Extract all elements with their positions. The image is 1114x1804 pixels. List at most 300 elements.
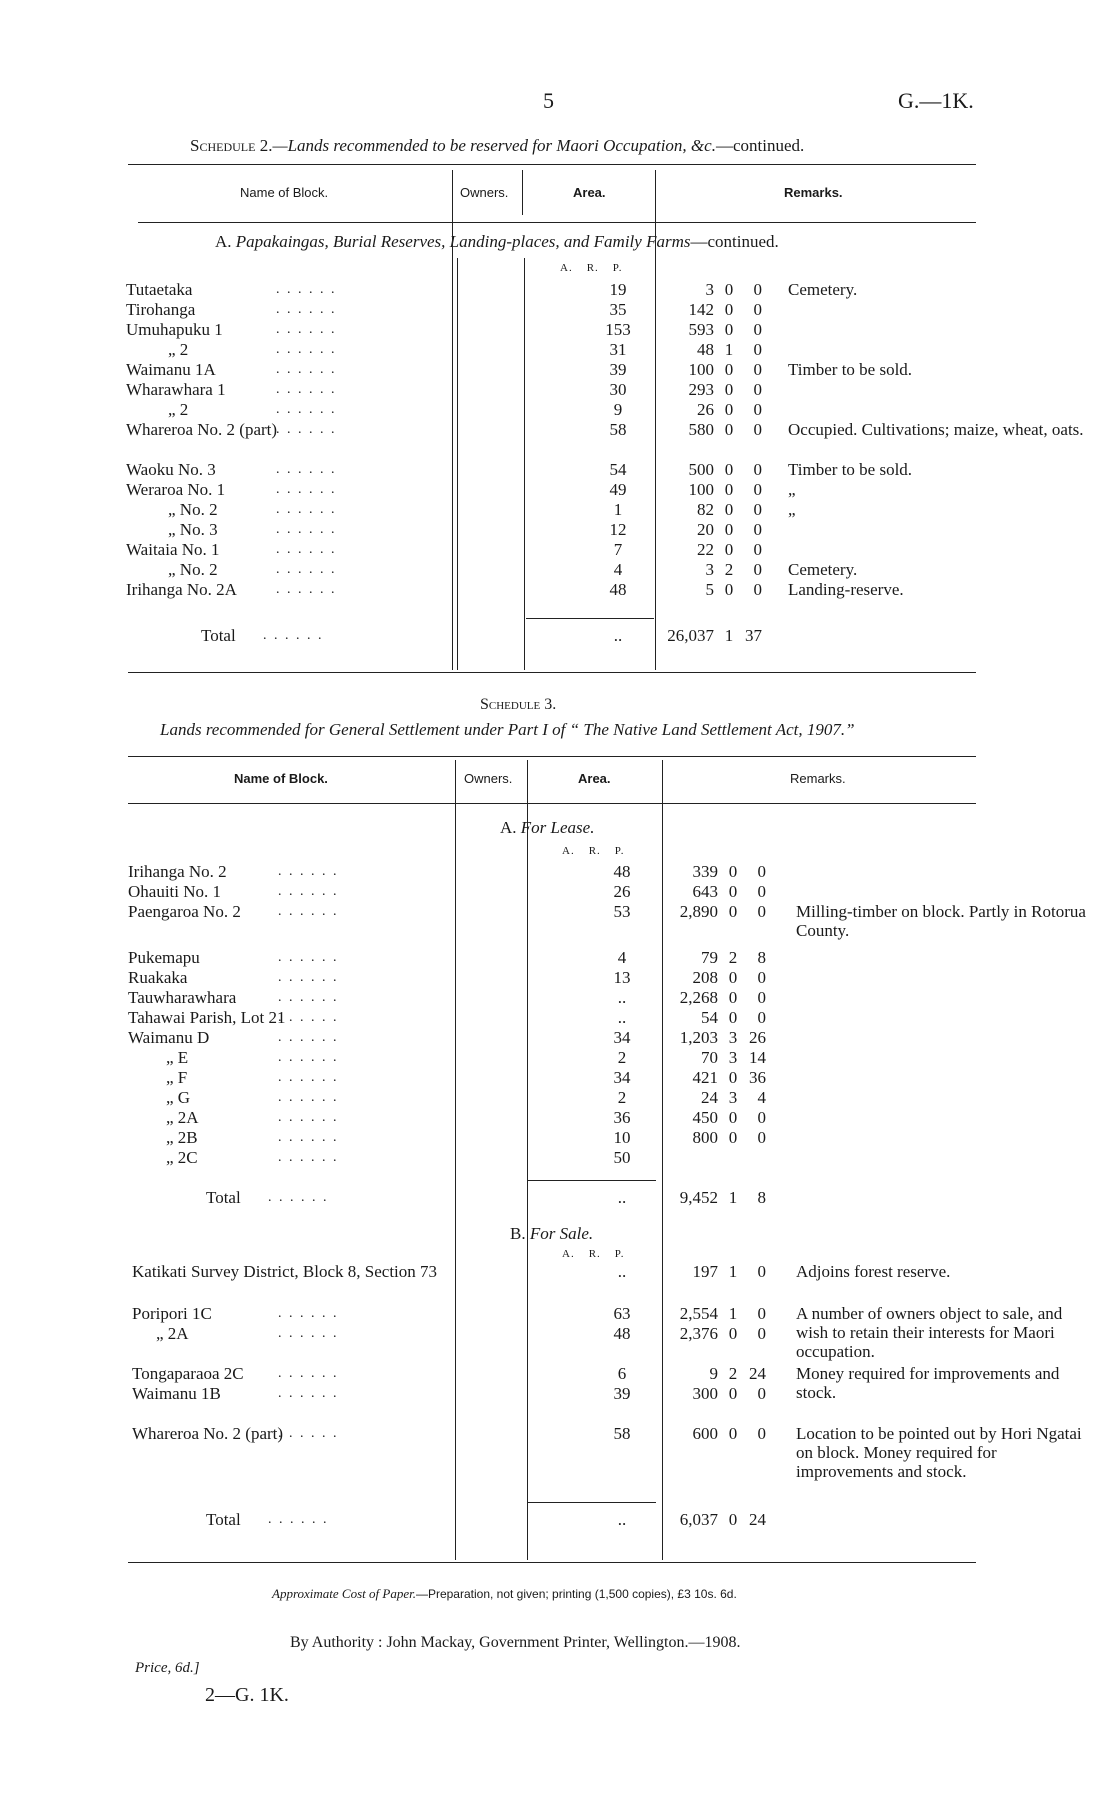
block-name: Ruakaka — [128, 968, 188, 987]
leader-dots: . . . . . . — [278, 864, 339, 879]
total-label: Total — [201, 626, 236, 645]
schedule-3-top-rule — [128, 756, 976, 757]
remarks: Cemetery. — [788, 560, 858, 579]
arp-a: A. — [562, 845, 575, 857]
area-acres: 82 — [697, 500, 714, 519]
owners-count: 63 — [613, 1304, 631, 1323]
area-roods: 2 — [724, 560, 734, 579]
area-acres: 208 — [692, 968, 718, 987]
total-roods: 1 — [724, 626, 734, 645]
total-roods: 0 — [728, 1510, 738, 1529]
area-roods: 1 — [728, 1304, 738, 1323]
owners-count: 39 — [613, 1384, 631, 1403]
arp-a: A. — [562, 1248, 575, 1260]
owners-count: .. — [617, 988, 627, 1007]
table-row — [126, 560, 1000, 580]
area-roods: 0 — [724, 480, 734, 499]
area-roods: 0 — [728, 968, 738, 987]
owners-count: 2 — [617, 1048, 627, 1067]
area-perches: 0 — [757, 1108, 766, 1127]
area-roods: 0 — [728, 1324, 738, 1343]
authority-line: By Authority : John Mackay, Government Printer, Wellington.—1908. — [290, 1634, 741, 1651]
area-perches: 0 — [757, 902, 766, 921]
area-roods: 0 — [724, 300, 734, 319]
leader-dots: . . . . . . — [263, 628, 324, 643]
area-perches: 8 — [757, 948, 766, 967]
area-perches: 0 — [753, 540, 762, 559]
area-roods: 0 — [724, 580, 734, 599]
block-name: Waoku No. 3 — [126, 460, 216, 479]
table-row — [128, 882, 1000, 902]
area-roods: 0 — [728, 862, 738, 881]
area-perches: 0 — [757, 1384, 766, 1403]
table-row — [128, 1068, 1000, 1088]
area-acres: 450 — [692, 1108, 718, 1127]
total-perches: 37 — [745, 626, 762, 645]
table-row — [128, 1128, 1000, 1148]
table-row — [126, 500, 1000, 520]
block-name: Tirohanga — [126, 300, 196, 319]
area-acres: 600 — [692, 1424, 718, 1443]
total-owners: .. — [613, 626, 623, 645]
block-name: Weraroa No. 1 — [126, 480, 226, 499]
leader-dots: . . . . . . — [276, 462, 337, 477]
area-perches: 0 — [753, 580, 762, 599]
remarks: A number of owners object to sale, and wish to retain their interests for Maori occupation. — [796, 1304, 1063, 1361]
owners-count: 53 — [613, 902, 631, 921]
owners-count: 6 — [617, 1364, 627, 1383]
document-reference: G.—1K. — [898, 88, 974, 113]
arp-a: A. — [560, 262, 573, 274]
table-row — [128, 902, 1086, 940]
column-rule — [522, 170, 523, 215]
remarks: Landing-reserve. — [788, 580, 904, 599]
owners-count: 7 — [613, 540, 623, 559]
leader-dots: . . . . . . — [276, 482, 337, 497]
block-name: „ 2 — [168, 400, 189, 419]
arp-p: P. — [614, 845, 625, 857]
arp-r: R. — [586, 262, 599, 274]
area-roods: 0 — [724, 320, 734, 339]
s2-col-name: Name of Block. — [240, 185, 329, 200]
area-roods: 0 — [728, 1384, 738, 1403]
page-number: 5 — [543, 88, 554, 113]
block-name: Waimanu 1B — [132, 1384, 221, 1403]
area-acres: 22 — [697, 540, 714, 559]
area-acres: 643 — [692, 882, 718, 901]
total-owners: .. — [617, 1510, 627, 1529]
area-perches: 0 — [753, 320, 762, 339]
table-row — [128, 1108, 1000, 1128]
owners-count: 58 — [613, 1424, 631, 1443]
block-name: „ 2C — [166, 1148, 198, 1167]
area-roods: 0 — [728, 1108, 738, 1127]
owners-count: .. — [617, 1008, 627, 1027]
remarks: Timber to be sold. — [788, 460, 913, 479]
area-acres: 593 — [688, 320, 714, 339]
area-acres: 20 — [697, 520, 714, 539]
area-acres: 800 — [692, 1128, 718, 1147]
area-perches: 0 — [753, 380, 762, 399]
owners-count: 4 — [613, 560, 623, 579]
block-name: „ F — [166, 1068, 188, 1087]
price-note: Price, 6d.] — [135, 1660, 200, 1676]
leader-dots: . . . . . . — [278, 1030, 339, 1045]
block-name: Paengaroa No. 2 — [128, 902, 241, 921]
area-roods: 0 — [724, 500, 734, 519]
table-row — [128, 862, 1000, 882]
leader-dots: . . . . . . — [276, 282, 337, 297]
area-roods: 3 — [728, 1088, 738, 1107]
area-perches: 4 — [757, 1088, 766, 1107]
area-perches: 0 — [753, 300, 762, 319]
block-name: Irihanga No. 2 — [128, 862, 227, 881]
area-acres: 142 — [688, 300, 714, 319]
block-name: Katikati Survey District, Block 8, Section 73 — [132, 1262, 438, 1281]
table-row — [128, 1324, 1000, 1344]
remarks: „ — [788, 500, 796, 519]
arp-p: P. — [614, 1248, 625, 1260]
block-name: „ 2A — [166, 1108, 199, 1127]
leader-dots: . . . . . . — [278, 1386, 339, 1401]
schedule-3-bottom-rule — [128, 1562, 976, 1563]
owners-count: 48 — [613, 1324, 631, 1343]
owners-count: 153 — [605, 320, 631, 339]
area-acres: 339 — [692, 862, 718, 881]
s3-col-area: Area. — [578, 771, 611, 786]
table-row — [126, 520, 1000, 540]
leader-dots: . . . . . . — [278, 1070, 339, 1085]
table-row — [128, 1424, 1082, 1481]
table-row — [126, 540, 1000, 560]
total-row — [126, 626, 1000, 646]
table-row — [126, 400, 1000, 420]
arp-r: R. — [588, 1248, 601, 1260]
area-roods: 2 — [728, 948, 738, 967]
area-acres: 2,890 — [679, 902, 718, 921]
area-roods: 0 — [724, 400, 734, 419]
s3-col-owners: Owners. — [464, 771, 513, 786]
area-roods: 0 — [728, 902, 738, 921]
area-acres: 293 — [688, 380, 714, 399]
area-perches: 0 — [757, 988, 766, 1007]
arp-header — [562, 845, 638, 857]
leader-dots: . . . . . . — [276, 302, 337, 317]
block-name: Waimanu 1A — [126, 360, 216, 379]
area-acres: 70 — [701, 1048, 718, 1067]
area-acres: 9 — [709, 1364, 718, 1383]
area-roods: 0 — [728, 988, 738, 1007]
area-acres: 300 — [692, 1384, 718, 1403]
leader-dots: . . . . . . — [268, 1512, 329, 1527]
block-name: „ 2B — [166, 1128, 198, 1147]
block-name: Wharawhara 1 — [126, 380, 226, 399]
area-perches: 0 — [757, 968, 766, 987]
total-label: Total — [206, 1188, 241, 1207]
s2-col-remarks: Remarks. — [784, 185, 843, 200]
area-acres: 580 — [688, 420, 714, 439]
table-row — [126, 360, 1000, 380]
schedule-2-section-heading: A. Papakaingas, Burial Reserves, Landing-places, and Family Farms—continued. — [215, 232, 779, 251]
block-name: Tahawai Parish, Lot 21 — [128, 1008, 286, 1027]
area-acres: 5 — [705, 580, 714, 599]
leader-dots: . . . . . . — [276, 322, 337, 337]
leader-dots: . . . . . . — [276, 342, 337, 357]
total-label: Total — [206, 1510, 241, 1529]
s3-col-name: Name of Block. — [234, 771, 328, 786]
area-roods: 3 — [728, 1048, 738, 1067]
area-acres: 2,554 — [679, 1304, 718, 1323]
block-name: „ G — [166, 1088, 191, 1107]
block-name: „ E — [166, 1048, 189, 1067]
area-acres: 54 — [701, 1008, 718, 1027]
owners-count: 12 — [609, 520, 627, 539]
owners-count: 48 — [613, 862, 631, 881]
remarks: „ — [788, 480, 796, 499]
area-perches: 0 — [753, 340, 762, 359]
area-perches: 26 — [749, 1028, 766, 1047]
leader-dots: . . . . . . — [278, 1130, 339, 1145]
schedule-2-bottom-rule — [128, 672, 976, 673]
area-acres: 79 — [701, 948, 718, 967]
block-name: Waimanu D — [128, 1028, 210, 1047]
table-row — [126, 320, 1000, 340]
block-name: Waitaia No. 1 — [126, 540, 220, 559]
total-acres: 6,037 — [679, 1510, 718, 1529]
table-row — [126, 380, 1000, 400]
table-row — [126, 280, 1000, 300]
area-roods: 0 — [724, 420, 734, 439]
schedule-3-header-rule — [128, 803, 976, 804]
table-row — [126, 480, 1000, 500]
owners-count: 39 — [609, 360, 627, 379]
total-row — [128, 1510, 1000, 1530]
area-perches: 0 — [753, 500, 762, 519]
schedule-3-title: Schedule 3. — [480, 696, 557, 713]
owners-count: 13 — [613, 968, 631, 987]
leader-dots: . . . . . . — [276, 522, 337, 537]
area-perches: 14 — [749, 1048, 766, 1067]
area-perches: 0 — [757, 1304, 766, 1323]
leader-dots: . . . . . . — [278, 1150, 339, 1165]
block-name: Tauwharawhara — [128, 988, 237, 1007]
area-acres: 100 — [688, 360, 714, 379]
owners-count: 35 — [609, 300, 627, 319]
area-acres: 3 — [705, 560, 714, 579]
owners-count: .. — [617, 1262, 627, 1281]
total-acres: 26,037 — [667, 626, 714, 645]
leader-dots: . . . . . . — [278, 904, 339, 919]
leader-dots: . . . . . . — [278, 1306, 339, 1321]
leader-dots: . . . . . . — [276, 422, 337, 437]
leader-dots: . . . . . . — [278, 884, 339, 899]
schedule-2-header-rule — [138, 222, 976, 223]
owners-count: 26 — [613, 882, 631, 901]
area-roods: 0 — [728, 1128, 738, 1147]
total-rule — [528, 1502, 656, 1503]
block-name: Poripori 1C — [132, 1304, 212, 1323]
owners-count: 10 — [613, 1128, 631, 1147]
total-roods: 1 — [728, 1188, 738, 1207]
total-perches: 24 — [749, 1510, 766, 1529]
table-row — [126, 420, 1084, 440]
owners-count: 34 — [613, 1028, 631, 1047]
owners-count: 9 — [613, 400, 623, 419]
area-roods: 1 — [728, 1262, 738, 1281]
area-perches: 0 — [757, 1324, 766, 1343]
area-roods: 0 — [728, 1068, 738, 1087]
block-name: Tongaparaoa 2C — [132, 1364, 244, 1383]
leader-dots: . . . . . . — [278, 970, 339, 985]
area-acres: 48 — [697, 340, 714, 359]
leader-dots: . . . . . . — [278, 1366, 339, 1381]
signature-mark: 2—G. 1K. — [205, 1684, 289, 1706]
leader-dots: . . . . . . — [278, 1010, 339, 1025]
table-row — [128, 1048, 1000, 1068]
area-roods: 0 — [724, 380, 734, 399]
leader-dots: . . . . . . — [278, 1090, 339, 1105]
arp-r: R. — [588, 845, 601, 857]
leader-dots: . . . . . . — [278, 950, 339, 965]
area-acres: 1,203 — [679, 1028, 718, 1047]
area-roods: 0 — [724, 460, 734, 479]
for-lease-heading: A. For Lease. — [500, 818, 595, 837]
area-perches: 0 — [753, 420, 762, 439]
area-perches: 0 — [757, 1128, 766, 1147]
leader-dots: . . . . . . — [278, 1110, 339, 1125]
remarks: Money required for improvements and stock. — [796, 1364, 1060, 1402]
table-row — [128, 1088, 1000, 1108]
area-acres: 421 — [692, 1068, 718, 1087]
remarks: Location to be pointed out by Hori Ngatai on block. Money required for improvements and stock. — [796, 1424, 1082, 1481]
area-roods: 0 — [728, 1424, 738, 1443]
area-perches: 24 — [749, 1364, 766, 1383]
area-acres: 24 — [701, 1088, 718, 1107]
table-row — [128, 1008, 1000, 1028]
area-acres: 197 — [692, 1262, 718, 1281]
block-name: „ 2A — [156, 1324, 189, 1343]
area-roods: 0 — [724, 540, 734, 559]
leader-dots: . . . . . . — [276, 382, 337, 397]
area-perches: 0 — [753, 400, 762, 419]
block-name: „ No. 2 — [168, 560, 218, 579]
area-perches: 0 — [757, 1008, 766, 1027]
area-roods: 1 — [724, 340, 734, 359]
total-rule — [528, 1180, 656, 1181]
area-perches: 0 — [753, 560, 762, 579]
table-row — [128, 968, 1000, 988]
table-row — [126, 460, 1000, 480]
area-perches: 0 — [757, 882, 766, 901]
leader-dots: . . . . . . — [278, 1426, 339, 1441]
block-name: Pukemapu — [128, 948, 200, 967]
owners-count: 36 — [613, 1108, 631, 1127]
area-perches: 0 — [753, 480, 762, 499]
leader-dots: . . . . . . — [276, 562, 337, 577]
leader-dots: . . . . . . — [278, 1326, 339, 1341]
table-row — [128, 948, 1000, 968]
area-acres: 26 — [697, 400, 714, 419]
block-name: „ No. 2 — [168, 500, 218, 519]
area-acres: 3 — [705, 280, 714, 299]
owners-count: 4 — [617, 948, 627, 967]
block-name: „ No. 3 — [168, 520, 218, 539]
remarks: Milling-timber on block. Partly in Rotorua County. — [796, 902, 1086, 940]
area-roods: 0 — [724, 280, 734, 299]
leader-dots: . . . . . . — [278, 990, 339, 1005]
leader-dots: . . . . . . — [268, 1190, 329, 1205]
for-sale-heading: B. For Sale. — [510, 1224, 594, 1243]
leader-dots: . . . . . . — [276, 502, 337, 517]
table-row — [128, 1028, 1000, 1048]
total-rule — [526, 618, 654, 619]
owners-count: 34 — [613, 1068, 631, 1087]
owners-count: 58 — [609, 420, 627, 439]
table-row — [128, 988, 1000, 1008]
area-acres: 100 — [688, 480, 714, 499]
remarks: Cemetery. — [788, 280, 858, 299]
table-row — [126, 300, 1000, 320]
block-name: Irihanga No. 2A — [126, 580, 237, 599]
area-roods: 0 — [728, 1008, 738, 1027]
block-name: Whareroa No. 2 (part) — [126, 420, 278, 439]
area-perches: 0 — [753, 280, 762, 299]
owners-count: 1 — [613, 500, 623, 519]
total-owners: .. — [617, 1188, 627, 1207]
leader-dots: . . . . . . — [276, 542, 337, 557]
total-perches: 8 — [757, 1188, 766, 1207]
total-acres: 9,452 — [679, 1188, 718, 1207]
area-perches: 0 — [753, 360, 762, 379]
area-perches: 0 — [757, 1424, 766, 1443]
area-perches: 36 — [749, 1068, 766, 1087]
area-roods: 0 — [728, 882, 738, 901]
area-perches: 0 — [753, 520, 762, 539]
arp-p: P. — [612, 262, 623, 274]
block-name: Tutaetaka — [126, 280, 193, 299]
area-roods: 0 — [724, 520, 734, 539]
area-perches: 0 — [757, 862, 766, 881]
area-acres: 2,268 — [679, 988, 718, 1007]
area-perches: 0 — [753, 460, 762, 479]
area-acres: 500 — [688, 460, 714, 479]
owners-count: 2 — [617, 1088, 627, 1107]
area-roods: 0 — [724, 360, 734, 379]
arp-header — [560, 262, 636, 274]
table-row — [128, 1262, 1000, 1282]
total-row — [128, 1188, 1000, 1208]
schedule-2-top-rule — [128, 164, 976, 165]
s3-col-remarks: Remarks. — [790, 771, 846, 786]
area-roods: 2 — [728, 1364, 738, 1383]
table-row — [128, 1384, 1000, 1404]
leader-dots: . . . . . . — [276, 362, 337, 377]
table-row — [126, 580, 1000, 600]
s2-col-area: Area. — [573, 185, 606, 200]
area-acres: 2,376 — [679, 1324, 718, 1343]
arp-header — [562, 1248, 638, 1260]
block-name: Ohauiti No. 1 — [128, 882, 222, 901]
area-perches: 0 — [757, 1262, 766, 1281]
leader-dots: . . . . . . — [278, 1050, 339, 1065]
leader-dots: . . . . . . — [276, 582, 337, 597]
owners-count: 49 — [609, 480, 627, 499]
owners-count: 19 — [609, 280, 627, 299]
schedule-3-subtitle: Lands recommended for General Settlement under Part I of “ The Native Land Settlement Act, 1907.” — [160, 720, 855, 739]
block-name: „ 2 — [168, 340, 189, 359]
owners-count: 50 — [613, 1148, 631, 1167]
owners-count: 48 — [609, 580, 627, 599]
